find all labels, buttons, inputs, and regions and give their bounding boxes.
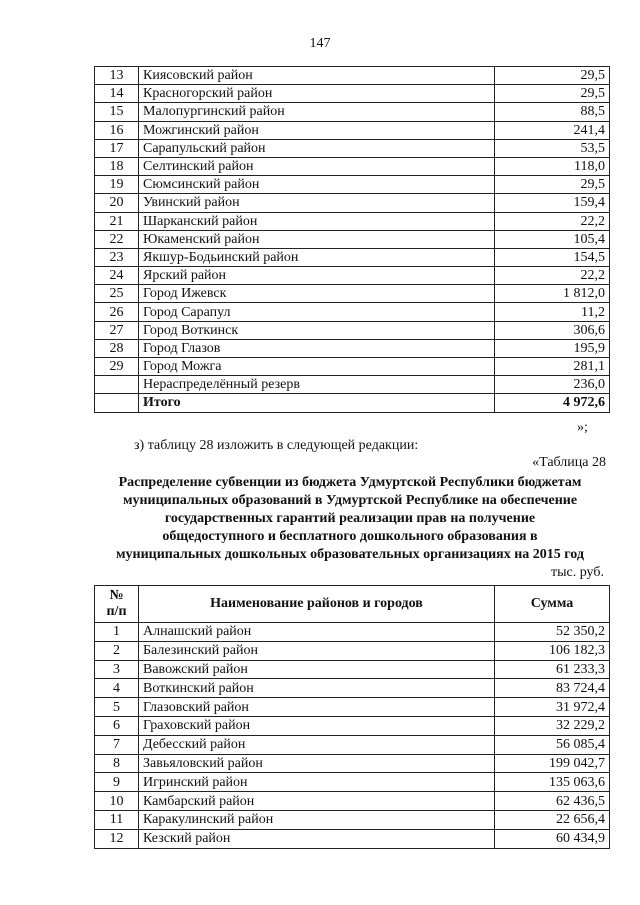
row-number: 6 — [95, 716, 139, 735]
table-row — [95, 829, 610, 848]
row-amount: 241,4 — [495, 121, 610, 139]
row-number: 2 — [95, 641, 139, 660]
row-number: 19 — [95, 176, 139, 194]
total-empty-cell — [95, 394, 139, 412]
row-amount: 52 350,2 — [495, 623, 610, 642]
allocation-table-2015 — [94, 585, 610, 849]
table-row — [95, 660, 610, 679]
row-number — [95, 376, 139, 394]
amendment-instruction: з) таблицу 28 изложить в следующей редакции: — [134, 438, 419, 453]
row-amount: 1 812,0 — [495, 285, 610, 303]
row-name: Город Ижевск — [139, 285, 495, 303]
table-row — [95, 176, 610, 194]
row-name: Селтинский район — [139, 157, 495, 175]
table-row — [95, 194, 610, 212]
title-line: государственных гарантий реализации прав на получение — [164, 511, 536, 526]
row-name: Можгинский район — [139, 121, 495, 139]
row-amount: 60 434,9 — [495, 829, 610, 848]
table-row — [95, 698, 610, 717]
table-row — [95, 321, 610, 339]
row-number: 23 — [95, 248, 139, 266]
row-number: 21 — [95, 212, 139, 230]
table-row — [95, 103, 610, 121]
table-row — [95, 121, 610, 139]
table-row — [95, 773, 610, 792]
row-amount: 199 042,7 — [495, 754, 610, 773]
table-row — [95, 339, 610, 357]
row-name: Воткинский район — [139, 679, 495, 698]
header-amount: Сумма — [495, 586, 610, 623]
row-name: Ярский район — [139, 267, 495, 285]
table-row — [95, 230, 610, 248]
row-number: 16 — [95, 121, 139, 139]
table-row — [95, 623, 610, 642]
row-number: 12 — [95, 829, 139, 848]
closing-quote: »; — [577, 420, 588, 435]
row-name: Кезский район — [139, 829, 495, 848]
row-name: Город Сарапул — [139, 303, 495, 321]
title-line: муниципальных образований в Удмуртской Республике на обеспечение — [122, 493, 578, 508]
row-name: Вавожский район — [139, 660, 495, 679]
row-amount: 61 233,3 — [495, 660, 610, 679]
row-name: Глазовский район — [139, 698, 495, 717]
allocation-table-continued — [94, 66, 610, 413]
row-name: Дебесский район — [139, 735, 495, 754]
table-row — [95, 735, 610, 754]
row-name: Малопургинский район — [139, 103, 495, 121]
row-name: Юкаменский район — [139, 230, 495, 248]
row-number: 15 — [95, 103, 139, 121]
row-name: Алнашский район — [139, 623, 495, 642]
row-name: Сарапульский район — [139, 139, 495, 157]
row-amount: 29,5 — [495, 176, 610, 194]
table-title — [80, 474, 620, 564]
title-line: Распределение субвенции из бюджета Удмуртской Республики бюджетам — [118, 475, 582, 490]
row-amount: 83 724,4 — [495, 679, 610, 698]
row-number: 4 — [95, 679, 139, 698]
row-number: 13 — [95, 67, 139, 85]
row-amount: 281,1 — [495, 358, 610, 376]
row-number: 9 — [95, 773, 139, 792]
row-amount: 195,9 — [495, 339, 610, 357]
table-reference: «Таблица 28 — [532, 455, 606, 470]
row-number: 11 — [95, 810, 139, 829]
row-name: Шарканский район — [139, 212, 495, 230]
row-name: Город Воткинск — [139, 321, 495, 339]
total-label: Итого — [139, 394, 495, 412]
header-num-line2: п/п — [106, 604, 127, 619]
row-amount: 31 972,4 — [495, 698, 610, 717]
row-number: 22 — [95, 230, 139, 248]
row-name: Нераспределённый резерв — [139, 376, 495, 394]
row-number: 28 — [95, 339, 139, 357]
row-number: 18 — [95, 157, 139, 175]
row-name: Красногорский район — [139, 85, 495, 103]
row-number: 8 — [95, 754, 139, 773]
row-number: 7 — [95, 735, 139, 754]
table-row — [95, 248, 610, 266]
row-name: Киясовский район — [139, 67, 495, 85]
row-amount: 22 656,4 — [495, 810, 610, 829]
row-amount: 105,4 — [495, 230, 610, 248]
row-number: 25 — [95, 285, 139, 303]
table-row — [95, 285, 610, 303]
header-num-line1: № — [109, 588, 124, 603]
table-row — [95, 376, 610, 394]
row-amount: 306,6 — [495, 321, 610, 339]
row-amount: 106 182,3 — [495, 641, 610, 660]
row-name: Каракулинский район — [139, 810, 495, 829]
row-amount: 62 436,5 — [495, 792, 610, 811]
row-amount: 159,4 — [495, 194, 610, 212]
row-name: Город Можга — [139, 358, 495, 376]
page-number: 147 — [309, 36, 331, 51]
table-header-row — [95, 586, 610, 623]
row-amount: 32 229,2 — [495, 716, 610, 735]
row-amount: 29,5 — [495, 67, 610, 85]
row-amount: 88,5 — [495, 103, 610, 121]
header-num — [95, 586, 139, 623]
row-amount: 135 063,6 — [495, 773, 610, 792]
table-row — [95, 303, 610, 321]
title-line: общедоступного и бесплатного дошкольного образования в — [162, 529, 538, 544]
row-number: 10 — [95, 792, 139, 811]
row-amount: 236,0 — [495, 376, 610, 394]
header-name: Наименование районов и городов — [139, 586, 495, 623]
table-row — [95, 267, 610, 285]
row-name: Балезинский район — [139, 641, 495, 660]
row-name: Игринский район — [139, 773, 495, 792]
row-number: 26 — [95, 303, 139, 321]
row-name: Камбарский район — [139, 792, 495, 811]
table-row — [95, 67, 610, 85]
table-row — [95, 139, 610, 157]
total-amount: 4 972,6 — [495, 394, 610, 412]
row-name: Сюмсинский район — [139, 176, 495, 194]
total-row — [95, 394, 610, 412]
row-number: 24 — [95, 267, 139, 285]
row-amount: 154,5 — [495, 248, 610, 266]
row-number: 27 — [95, 321, 139, 339]
unit-label: тыс. руб. — [551, 565, 604, 580]
row-amount: 118,0 — [495, 157, 610, 175]
row-amount: 22,2 — [495, 267, 610, 285]
row-amount: 11,2 — [495, 303, 610, 321]
row-number: 3 — [95, 660, 139, 679]
table-row — [95, 212, 610, 230]
row-amount: 29,5 — [495, 85, 610, 103]
row-name: Город Глазов — [139, 339, 495, 357]
row-number: 29 — [95, 358, 139, 376]
title-line: муниципальных дошкольных образовательных организациях на 2015 год — [116, 547, 584, 562]
row-name: Якшур-Бодьинский район — [139, 248, 495, 266]
row-amount: 53,5 — [495, 139, 610, 157]
row-name: Увинский район — [139, 194, 495, 212]
table-row — [95, 792, 610, 811]
table-row — [95, 641, 610, 660]
row-number: 14 — [95, 85, 139, 103]
table-row — [95, 679, 610, 698]
table-row — [95, 810, 610, 829]
row-name: Граховский район — [139, 716, 495, 735]
row-number: 17 — [95, 139, 139, 157]
table-row — [95, 716, 610, 735]
table-row — [95, 85, 610, 103]
row-amount: 56 085,4 — [495, 735, 610, 754]
row-amount: 22,2 — [495, 212, 610, 230]
row-number: 5 — [95, 698, 139, 717]
row-number: 20 — [95, 194, 139, 212]
table-row — [95, 157, 610, 175]
table-row — [95, 358, 610, 376]
row-number: 1 — [95, 623, 139, 642]
table-row — [95, 754, 610, 773]
row-name: Завьяловский район — [139, 754, 495, 773]
